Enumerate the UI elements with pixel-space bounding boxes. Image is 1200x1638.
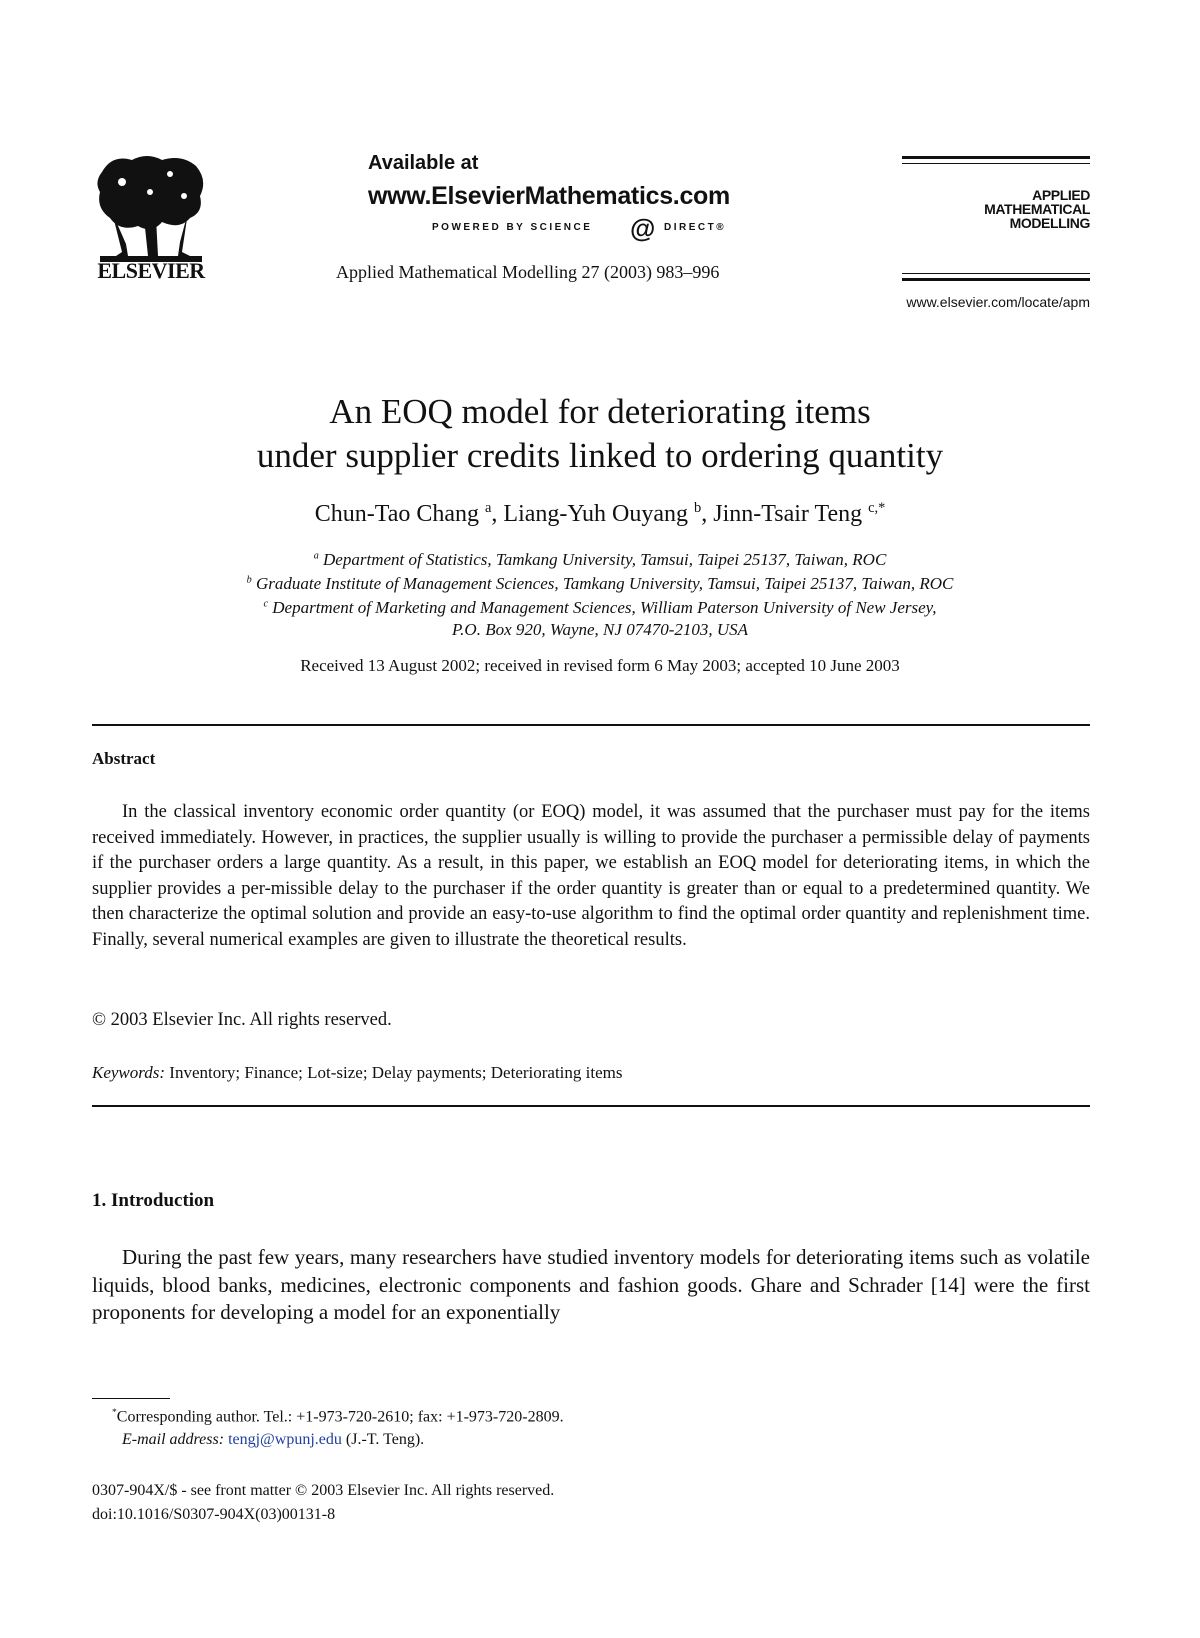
abstract-body: In the classical inventory economic order quantity (or EOQ) model, it was assumed that the purchaser must pay for the items received immediately. However, in practices, the supplier usually is willing to provide the purchaser a permissible delay of payments if the purchaser orders a large quantity. As a result, in this paper, we establish an EOQ model for deteriorating items, in which the supplier provides a per-missible delay to the purchaser if the order quantity is greater than or equal to a predetermined quantity. We then characterize the optimal solution and provide an easy-to-use algorithm to find the optimal order quantity and replenishment time. Finally, several numerical examples are given to illustrate the theoretical results. [92,802,1090,950]
keywords-label: Keywords: [92,1063,166,1082]
author-affil-mark: c,* [868,500,886,516]
affiliation-c-line2: P.O. Box 920, Wayne, NJ 07470-2103, USA [451,620,749,639]
journal-rule [902,278,1090,281]
available-at-label: Available at [368,152,479,174]
keywords [92,1063,622,1083]
affiliation-text: Department of Statistics, Tamkang University, Tamsui, Taipei 25137, Taiwan, ROC [323,550,887,569]
journal-title-line: MODELLING [1009,215,1090,231]
footnote-corresponding [112,1407,564,1426]
author-name: Chun-Tao Chang [314,501,480,527]
abstract-heading: Abstract [92,749,156,768]
journal-rule [902,163,1090,164]
elsevier-wordmark: ELSEVIER [97,258,205,283]
powered-by-label: POWERED BY SCIENCE [432,222,593,233]
section-body: During the past few years, many researchers have studied inventory models for deteriorating items such as volatile liquids, blood banks, medicines, electronic components and fashion goods. Ghare and Schrader [14] were the first proponents for developing a model for an exponentially [92,1245,1090,1324]
abstract-copyright: © 2003 Elsevier Inc. All rights reserved. [92,1010,392,1030]
affiliation-c: $^c$ Department of Marketing and Management Sciences, William Paterson University of New Jersey, [263,598,937,617]
direct-label: DIRECT® [664,222,727,233]
affiliation-text: Graduate Institute of Management Sciences, Tamkang University, Tamsui, Taipei 25137, Taiwan, ROC [256,574,954,593]
divider [92,724,1090,726]
received-dates: Received 13 August 2002; received in revised form 6 May 2003; accepted 10 June 2003 [300,656,900,675]
author-list: Chun-Tao Chang $^a$, Liang-Yuh Ouyang $^b$, Jinn-Tsair Teng $^{c,*}$ [314,500,886,527]
title-line: under supplier credits linked to ordering quantity [256,436,944,475]
sciencedirect-at-icon: @ [630,213,656,243]
email-link[interactable]: tengj@wpunj.edu [228,1431,342,1448]
divider [92,1105,1090,1107]
footnote-text: Corresponding author. Tel.: +1-973-720-2610; fax: +1-973-720-2809. [116,1408,564,1426]
author-affil-mark: b [694,500,702,516]
journal-rule [902,156,1090,159]
journal-title [902,188,1090,230]
author-affil-mark: a [485,500,492,516]
journal-citation: Applied Mathematical Modelling 27 (2003) 983–996 [336,262,720,282]
journal-title-line: MATHEMATICAL [984,201,1090,217]
affiliation-b: $^b$ Graduate Institute of Management Sciences, Tamkang University, Tamsui, Taipei 25137, Taiwan, ROC [246,574,954,593]
author-name: Liang-Yuh Ouyang [503,501,689,527]
footnote-rule [92,1398,170,1399]
footnote-email [122,1431,424,1449]
title-line: An EOQ model for deteriorating items [329,392,871,431]
site-link[interactable]: www.ElsevierMathematics.com [368,182,730,210]
journal-title-line: APPLIED [1032,187,1090,203]
front-matter: 0307-904X/$ - see front matter © 2003 Elsevier Inc. All rights reserved. [92,1482,555,1499]
email-suffix: (J.-T. Teng). [345,1431,425,1448]
author-name: Jinn-Tsair Teng [713,501,863,527]
affiliation-text: Department of Marketing and Management Sciences, William Paterson University of New Jersey, [272,598,937,617]
keywords-list: Inventory; Finance; Lot-size; Delay payments; Deteriorating items [169,1063,623,1082]
footnote-star: * [112,1407,117,1418]
paper-title [100,390,1100,478]
section-heading: 1. Introduction [92,1190,215,1211]
journal-url-link[interactable]: www.elsevier.com/locate/apm [906,294,1090,310]
email-label: E-mail address: [122,1431,225,1448]
doi: doi:10.1016/S0307-904X(03)00131-8 [92,1506,336,1523]
journal-rule [902,273,1090,274]
affiliation-a: $^a$ Department of Statistics, Tamkang University, Tamsui, Taipei 25137, Taiwan, ROC [313,550,887,569]
